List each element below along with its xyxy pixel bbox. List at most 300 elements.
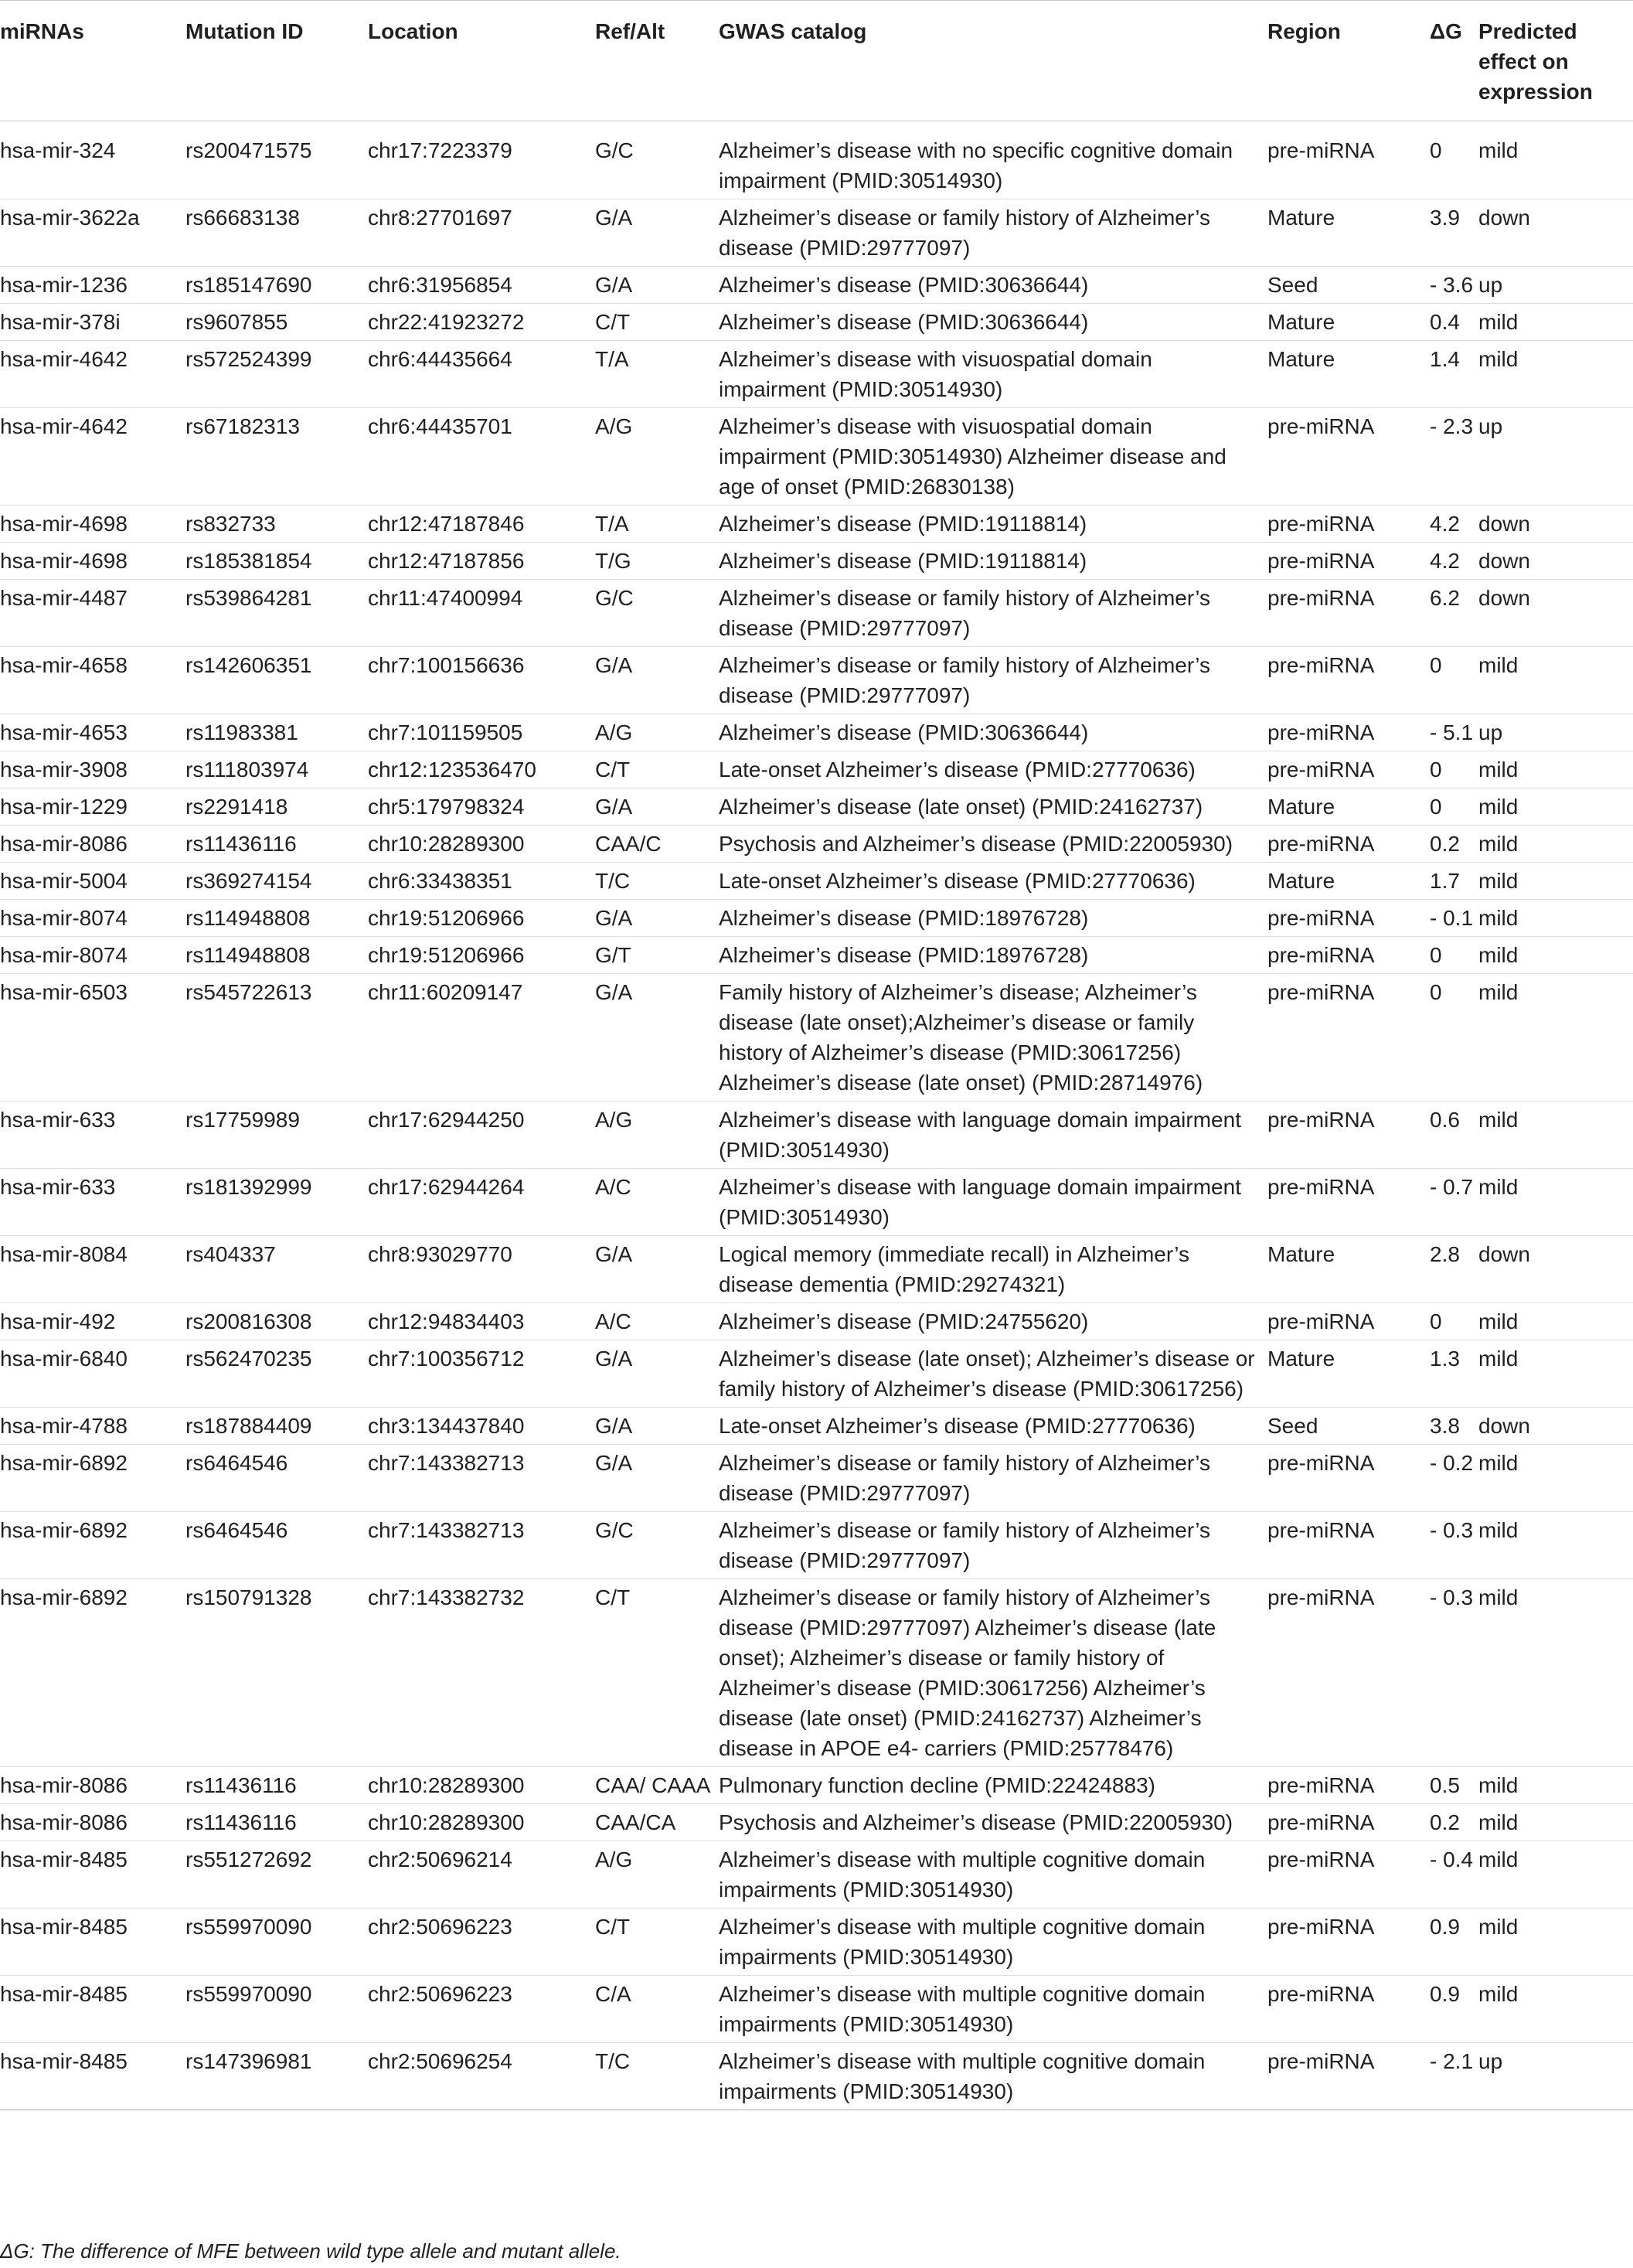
cell-gwas-catalog: Pulmonary function decline (PMID:22424883) bbox=[719, 1767, 1267, 1804]
cell-mutation-id: rs559970090 bbox=[185, 1976, 368, 2043]
cell-predicted-effect: mild bbox=[1478, 1512, 1633, 1579]
cell-region: pre-miRNA bbox=[1267, 1909, 1430, 1976]
cell-location: chr12:94834403 bbox=[368, 1303, 595, 1340]
cell-mirna: hsa-mir-4642 bbox=[0, 341, 185, 408]
cell-gwas-catalog: Alzheimer’s disease (PMID:30636644) bbox=[719, 304, 1267, 341]
cell-location: chr8:93029770 bbox=[368, 1236, 595, 1303]
cell-mutation-id: rs142606351 bbox=[185, 647, 368, 714]
cell-location: chr17:62944250 bbox=[368, 1102, 595, 1169]
cell-location: chr7:143382713 bbox=[368, 1445, 595, 1512]
cell-predicted-effect: down bbox=[1478, 580, 1633, 647]
cell-gwas-catalog: Family history of Alzheimer’s disease; Alzheimer’s disease (late onset);Alzheimer’s disease or family history of Alzheimer’s disease (PMID:30617256) Alzheimer’s disease (late onset) (PMID:28714976) bbox=[719, 974, 1267, 1102]
cell-region: Seed bbox=[1267, 267, 1430, 304]
table-row bbox=[0, 543, 1633, 580]
cell-location: chr12:47187846 bbox=[368, 506, 595, 543]
cell-predicted-effect: down bbox=[1478, 1408, 1633, 1445]
cell-gwas-catalog: Alzheimer’s disease (PMID:30636644) bbox=[719, 714, 1267, 751]
cell-delta-g: 0.9 bbox=[1430, 1976, 1478, 2043]
header-region: Region bbox=[1267, 1, 1430, 121]
cell-location: chr10:28289300 bbox=[368, 1767, 595, 1804]
cell-delta-g: 0 bbox=[1430, 937, 1478, 974]
cell-region: Mature bbox=[1267, 788, 1430, 826]
cell-delta-g: 0 bbox=[1430, 1303, 1478, 1340]
cell-mirna: hsa-mir-1236 bbox=[0, 267, 185, 304]
cell-ref-alt: C/A bbox=[595, 1976, 719, 2043]
cell-delta-g: 0.4 bbox=[1430, 304, 1478, 341]
cell-predicted-effect: down bbox=[1478, 1236, 1633, 1303]
cell-gwas-catalog: Alzheimer’s disease with language domain impairment (PMID:30514930) bbox=[719, 1102, 1267, 1169]
cell-predicted-effect: mild bbox=[1478, 1169, 1633, 1236]
cell-delta-g: 0.6 bbox=[1430, 1102, 1478, 1169]
cell-predicted-effect: mild bbox=[1478, 1976, 1633, 2043]
cell-ref-alt: G/A bbox=[595, 1236, 719, 1303]
table-row bbox=[0, 1767, 1633, 1804]
cell-mutation-id: rs11436116 bbox=[185, 826, 368, 863]
cell-location: chr10:28289300 bbox=[368, 826, 595, 863]
cell-mutation-id: rs111803974 bbox=[185, 751, 368, 788]
cell-mutation-id: rs6464546 bbox=[185, 1445, 368, 1512]
cell-delta-g: 1.4 bbox=[1430, 341, 1478, 408]
cell-predicted-effect: up bbox=[1478, 408, 1633, 506]
cell-mutation-id: rs66683138 bbox=[185, 199, 368, 267]
cell-gwas-catalog: Alzheimer’s disease with multiple cognitive domain impairments (PMID:30514930) bbox=[719, 1909, 1267, 1976]
cell-mutation-id: rs187884409 bbox=[185, 1408, 368, 1445]
header-predicted-effect: Predicted effect on expression bbox=[1478, 1, 1633, 121]
cell-ref-alt: T/A bbox=[595, 341, 719, 408]
cell-ref-alt: G/C bbox=[595, 1512, 719, 1579]
cell-mirna: hsa-mir-324 bbox=[0, 121, 185, 199]
cell-region: pre-miRNA bbox=[1267, 937, 1430, 974]
table-footnote: ΔG: The difference of MFE between wild type allele and mutant allele. bbox=[0, 2239, 621, 2263]
table-row bbox=[0, 341, 1633, 408]
cell-delta-g: - 0.3 bbox=[1430, 1512, 1478, 1579]
cell-mirna: hsa-mir-1229 bbox=[0, 788, 185, 826]
cell-mirna: hsa-mir-6892 bbox=[0, 1512, 185, 1579]
cell-ref-alt: A/G bbox=[595, 1102, 719, 1169]
cell-region: Mature bbox=[1267, 1236, 1430, 1303]
cell-delta-g: - 5.1 bbox=[1430, 714, 1478, 751]
cell-location: chr7:143382732 bbox=[368, 1579, 595, 1767]
cell-predicted-effect: mild bbox=[1478, 1102, 1633, 1169]
cell-delta-g: 1.3 bbox=[1430, 1340, 1478, 1408]
header-ref-alt: Ref/Alt bbox=[595, 1, 719, 121]
cell-mirna: hsa-mir-633 bbox=[0, 1169, 185, 1236]
cell-mirna: hsa-mir-4653 bbox=[0, 714, 185, 751]
cell-location: chr2:50696223 bbox=[368, 1909, 595, 1976]
cell-ref-alt: G/C bbox=[595, 580, 719, 647]
cell-mutation-id: rs11436116 bbox=[185, 1804, 368, 1841]
cell-gwas-catalog: Alzheimer’s disease (PMID:19118814) bbox=[719, 543, 1267, 580]
cell-delta-g: 4.2 bbox=[1430, 543, 1478, 580]
table-row bbox=[0, 714, 1633, 751]
cell-location: chr17:62944264 bbox=[368, 1169, 595, 1236]
cell-mirna: hsa-mir-8485 bbox=[0, 1976, 185, 2043]
cell-delta-g: - 0.7 bbox=[1430, 1169, 1478, 1236]
table-row bbox=[0, 1408, 1633, 1445]
cell-predicted-effect: down bbox=[1478, 543, 1633, 580]
cell-location: chr7:143382713 bbox=[368, 1512, 595, 1579]
cell-mirna: hsa-mir-4487 bbox=[0, 580, 185, 647]
table-row bbox=[0, 267, 1633, 304]
cell-ref-alt: A/G bbox=[595, 408, 719, 506]
table-row bbox=[0, 1340, 1633, 1408]
cell-ref-alt: C/T bbox=[595, 1579, 719, 1767]
cell-delta-g: 0.2 bbox=[1430, 826, 1478, 863]
cell-gwas-catalog: Alzheimer’s disease (late onset); Alzheimer’s disease or family history of Alzheimer’s disease (PMID:30617256) bbox=[719, 1340, 1267, 1408]
cell-mutation-id: rs572524399 bbox=[185, 341, 368, 408]
cell-delta-g: 6.2 bbox=[1430, 580, 1478, 647]
cell-mutation-id: rs200816308 bbox=[185, 1303, 368, 1340]
cell-mirna: hsa-mir-4698 bbox=[0, 543, 185, 580]
cell-ref-alt: T/A bbox=[595, 506, 719, 543]
table-row bbox=[0, 1841, 1633, 1909]
cell-mirna: hsa-mir-4788 bbox=[0, 1408, 185, 1445]
cell-ref-alt: CAA/CA bbox=[595, 1804, 719, 1841]
table-row bbox=[0, 751, 1633, 788]
cell-mirna: hsa-mir-6892 bbox=[0, 1579, 185, 1767]
table-row bbox=[0, 580, 1633, 647]
cell-mirna: hsa-mir-8485 bbox=[0, 1841, 185, 1909]
cell-delta-g: - 3.6 bbox=[1430, 267, 1478, 304]
cell-predicted-effect: mild bbox=[1478, 1579, 1633, 1767]
cell-gwas-catalog: Alzheimer’s disease or family history of Alzheimer’s disease (PMID:29777097) bbox=[719, 1445, 1267, 1512]
cell-mirna: hsa-mir-8485 bbox=[0, 1909, 185, 1976]
table-row bbox=[0, 408, 1633, 506]
cell-region: pre-miRNA bbox=[1267, 1445, 1430, 1512]
cell-region: pre-miRNA bbox=[1267, 1512, 1430, 1579]
cell-mutation-id: rs185147690 bbox=[185, 267, 368, 304]
cell-region: pre-miRNA bbox=[1267, 408, 1430, 506]
cell-predicted-effect: mild bbox=[1478, 121, 1633, 199]
cell-region: pre-miRNA bbox=[1267, 1579, 1430, 1767]
cell-region: pre-miRNA bbox=[1267, 826, 1430, 863]
cell-ref-alt: T/G bbox=[595, 543, 719, 580]
cell-region: pre-miRNA bbox=[1267, 1804, 1430, 1841]
cell-region: Mature bbox=[1267, 341, 1430, 408]
header-location: Location bbox=[368, 1, 595, 121]
cell-predicted-effect: up bbox=[1478, 2043, 1633, 2110]
cell-mirna: hsa-mir-8485 bbox=[0, 2043, 185, 2110]
cell-mutation-id: rs114948808 bbox=[185, 900, 368, 937]
cell-gwas-catalog: Alzheimer’s disease or family history of Alzheimer’s disease (PMID:29777097) Alzheimer’s disease (late onset); Alzheimer’s disease or family history of Alzheimer’s disease (PMID:30617256) Alzheimer’s disease (late onset) (PMID:24162737) Alzheimer’s disease in APOE e4- carriers (PMID:25778476) bbox=[719, 1579, 1267, 1767]
table-row bbox=[0, 1909, 1633, 1976]
cell-ref-alt: G/T bbox=[595, 937, 719, 974]
cell-ref-alt: CAA/ CAAA bbox=[595, 1767, 719, 1804]
cell-gwas-catalog: Alzheimer’s disease (PMID:24755620) bbox=[719, 1303, 1267, 1340]
cell-region: pre-miRNA bbox=[1267, 1102, 1430, 1169]
cell-location: chr2:50696214 bbox=[368, 1841, 595, 1909]
cell-location: chr2:50696254 bbox=[368, 2043, 595, 2110]
cell-delta-g: 0 bbox=[1430, 974, 1478, 1102]
cell-mutation-id: rs2291418 bbox=[185, 788, 368, 826]
cell-mirna: hsa-mir-6503 bbox=[0, 974, 185, 1102]
cell-mirna: hsa-mir-8074 bbox=[0, 937, 185, 974]
cell-delta-g: - 0.3 bbox=[1430, 1579, 1478, 1767]
cell-ref-alt: A/C bbox=[595, 1169, 719, 1236]
cell-location: chr22:41923272 bbox=[368, 304, 595, 341]
table-row bbox=[0, 1102, 1633, 1169]
cell-region: pre-miRNA bbox=[1267, 751, 1430, 788]
cell-location: chr2:50696223 bbox=[368, 1976, 595, 2043]
cell-mutation-id: rs539864281 bbox=[185, 580, 368, 647]
cell-ref-alt: G/A bbox=[595, 1340, 719, 1408]
cell-ref-alt: C/T bbox=[595, 751, 719, 788]
cell-mutation-id: rs369274154 bbox=[185, 863, 368, 900]
cell-mirna: hsa-mir-8086 bbox=[0, 1767, 185, 1804]
table-row bbox=[0, 1445, 1633, 1512]
cell-region: pre-miRNA bbox=[1267, 1976, 1430, 2043]
header-gwas-catalog: GWAS catalog bbox=[719, 1, 1267, 121]
cell-region: Seed bbox=[1267, 1408, 1430, 1445]
cell-gwas-catalog: Alzheimer’s disease (PMID:19118814) bbox=[719, 506, 1267, 543]
cell-region: pre-miRNA bbox=[1267, 121, 1430, 199]
cell-predicted-effect: up bbox=[1478, 267, 1633, 304]
cell-location: chr8:27701697 bbox=[368, 199, 595, 267]
cell-mutation-id: rs6464546 bbox=[185, 1512, 368, 1579]
cell-gwas-catalog: Alzheimer’s disease or family history of Alzheimer’s disease (PMID:29777097) bbox=[719, 199, 1267, 267]
cell-location: chr19:51206966 bbox=[368, 900, 595, 937]
cell-ref-alt: T/C bbox=[595, 863, 719, 900]
cell-mirna: hsa-mir-5004 bbox=[0, 863, 185, 900]
cell-region: pre-miRNA bbox=[1267, 1169, 1430, 1236]
cell-ref-alt: G/A bbox=[595, 1408, 719, 1445]
cell-location: chr7:100356712 bbox=[368, 1340, 595, 1408]
cell-region: pre-miRNA bbox=[1267, 2043, 1430, 2110]
cell-mirna: hsa-mir-8086 bbox=[0, 826, 185, 863]
cell-gwas-catalog: Psychosis and Alzheimer’s disease (PMID:22005930) bbox=[719, 826, 1267, 863]
cell-mutation-id: rs17759989 bbox=[185, 1102, 368, 1169]
cell-mirna: hsa-mir-8086 bbox=[0, 1804, 185, 1841]
cell-predicted-effect: mild bbox=[1478, 1804, 1633, 1841]
cell-mutation-id: rs832733 bbox=[185, 506, 368, 543]
cell-region: pre-miRNA bbox=[1267, 1767, 1430, 1804]
table-row bbox=[0, 1303, 1633, 1340]
cell-location: chr7:101159505 bbox=[368, 714, 595, 751]
cell-gwas-catalog: Alzheimer’s disease (PMID:18976728) bbox=[719, 900, 1267, 937]
cell-region: pre-miRNA bbox=[1267, 1303, 1430, 1340]
cell-gwas-catalog: Alzheimer’s disease with visuospatial domain impairment (PMID:30514930) bbox=[719, 341, 1267, 408]
cell-region: pre-miRNA bbox=[1267, 900, 1430, 937]
cell-gwas-catalog: Alzheimer’s disease or family history of Alzheimer’s disease (PMID:29777097) bbox=[719, 647, 1267, 714]
cell-predicted-effect: mild bbox=[1478, 1445, 1633, 1512]
cell-predicted-effect: mild bbox=[1478, 900, 1633, 937]
cell-delta-g: 3.9 bbox=[1430, 199, 1478, 267]
cell-location: chr6:33438351 bbox=[368, 863, 595, 900]
cell-ref-alt: G/A bbox=[595, 267, 719, 304]
cell-location: chr12:123536470 bbox=[368, 751, 595, 788]
cell-ref-alt: T/C bbox=[595, 2043, 719, 2110]
table-row bbox=[0, 1976, 1633, 2043]
table-row bbox=[0, 1169, 1633, 1236]
cell-location: chr6:31956854 bbox=[368, 267, 595, 304]
cell-mirna: hsa-mir-633 bbox=[0, 1102, 185, 1169]
cell-mirna: hsa-mir-6892 bbox=[0, 1445, 185, 1512]
cell-ref-alt: G/C bbox=[595, 121, 719, 199]
cell-location: chr7:100156636 bbox=[368, 647, 595, 714]
cell-ref-alt: G/A bbox=[595, 647, 719, 714]
table-row bbox=[0, 1579, 1633, 1767]
cell-gwas-catalog: Alzheimer’s disease with no specific cognitive domain impairment (PMID:30514930) bbox=[719, 121, 1267, 199]
cell-location: chr10:28289300 bbox=[368, 1804, 595, 1841]
cell-location: chr6:44435701 bbox=[368, 408, 595, 506]
cell-gwas-catalog: Alzheimer’s disease (late onset) (PMID:24162737) bbox=[719, 788, 1267, 826]
table-row bbox=[0, 647, 1633, 714]
cell-predicted-effect: mild bbox=[1478, 937, 1633, 974]
cell-location: chr11:60209147 bbox=[368, 974, 595, 1102]
cell-location: chr3:134437840 bbox=[368, 1408, 595, 1445]
cell-mutation-id: rs147396981 bbox=[185, 2043, 368, 2110]
table-row bbox=[0, 2043, 1633, 2110]
cell-mutation-id: rs562470235 bbox=[185, 1340, 368, 1408]
cell-mirna: hsa-mir-378i bbox=[0, 304, 185, 341]
cell-region: Mature bbox=[1267, 863, 1430, 900]
cell-region: pre-miRNA bbox=[1267, 506, 1430, 543]
cell-gwas-catalog: Alzheimer’s disease with multiple cognitive domain impairments (PMID:30514930) bbox=[719, 1976, 1267, 2043]
cell-predicted-effect: mild bbox=[1478, 647, 1633, 714]
cell-mutation-id: rs114948808 bbox=[185, 937, 368, 974]
cell-delta-g: 2.8 bbox=[1430, 1236, 1478, 1303]
cell-location: chr17:7223379 bbox=[368, 121, 595, 199]
cell-mutation-id: rs67182313 bbox=[185, 408, 368, 506]
cell-ref-alt: CAA/C bbox=[595, 826, 719, 863]
cell-region: Mature bbox=[1267, 199, 1430, 267]
cell-predicted-effect: up bbox=[1478, 714, 1633, 751]
cell-region: Mature bbox=[1267, 1340, 1430, 1408]
header-mutation-id: Mutation ID bbox=[185, 1, 368, 121]
cell-predicted-effect: mild bbox=[1478, 1303, 1633, 1340]
table-row bbox=[0, 863, 1633, 900]
table-row bbox=[0, 121, 1633, 199]
header-delta-g: ΔG bbox=[1430, 1, 1478, 121]
cell-mirna: hsa-mir-6840 bbox=[0, 1340, 185, 1408]
cell-mutation-id: rs11436116 bbox=[185, 1767, 368, 1804]
cell-mirna: hsa-mir-4658 bbox=[0, 647, 185, 714]
cell-region: pre-miRNA bbox=[1267, 714, 1430, 751]
cell-gwas-catalog: Alzheimer’s disease with multiple cognitive domain impairments (PMID:30514930) bbox=[719, 2043, 1267, 2110]
cell-gwas-catalog: Alzheimer’s disease with language domain impairment (PMID:30514930) bbox=[719, 1169, 1267, 1236]
cell-mutation-id: rs150791328 bbox=[185, 1579, 368, 1767]
cell-delta-g: 3.8 bbox=[1430, 1408, 1478, 1445]
cell-ref-alt: G/A bbox=[595, 788, 719, 826]
table-row bbox=[0, 937, 1633, 974]
cell-mutation-id: rs404337 bbox=[185, 1236, 368, 1303]
cell-gwas-catalog: Alzheimer’s disease (PMID:18976728) bbox=[719, 937, 1267, 974]
cell-mutation-id: rs185381854 bbox=[185, 543, 368, 580]
cell-mutation-id: rs181392999 bbox=[185, 1169, 368, 1236]
cell-delta-g: - 0.1 bbox=[1430, 900, 1478, 937]
cell-predicted-effect: down bbox=[1478, 506, 1633, 543]
cell-delta-g: 4.2 bbox=[1430, 506, 1478, 543]
table-row bbox=[0, 506, 1633, 543]
table-row bbox=[0, 826, 1633, 863]
cell-delta-g: 0.5 bbox=[1430, 1767, 1478, 1804]
cell-delta-g: - 2.1 bbox=[1430, 2043, 1478, 2110]
cell-predicted-effect: mild bbox=[1478, 341, 1633, 408]
cell-mutation-id: rs11983381 bbox=[185, 714, 368, 751]
cell-predicted-effect: mild bbox=[1478, 788, 1633, 826]
cell-predicted-effect: mild bbox=[1478, 1909, 1633, 1976]
cell-ref-alt: C/T bbox=[595, 304, 719, 341]
cell-mutation-id: rs559970090 bbox=[185, 1909, 368, 1976]
cell-delta-g: 0 bbox=[1430, 647, 1478, 714]
cell-mirna: hsa-mir-8084 bbox=[0, 1236, 185, 1303]
cell-region: Mature bbox=[1267, 304, 1430, 341]
cell-predicted-effect: mild bbox=[1478, 826, 1633, 863]
table-header bbox=[0, 1, 1633, 121]
cell-mirna: hsa-mir-4642 bbox=[0, 408, 185, 506]
cell-delta-g: - 0.4 bbox=[1430, 1841, 1478, 1909]
cell-delta-g: 0 bbox=[1430, 121, 1478, 199]
table-row bbox=[0, 788, 1633, 826]
cell-gwas-catalog: Psychosis and Alzheimer’s disease (PMID:22005930) bbox=[719, 1804, 1267, 1841]
cell-region: pre-miRNA bbox=[1267, 543, 1430, 580]
cell-predicted-effect: down bbox=[1478, 199, 1633, 267]
cell-mirna: hsa-mir-3622a bbox=[0, 199, 185, 267]
table-row bbox=[0, 974, 1633, 1102]
cell-gwas-catalog: Logical memory (immediate recall) in Alzheimer’s disease dementia (PMID:29274321) bbox=[719, 1236, 1267, 1303]
cell-ref-alt: G/A bbox=[595, 1445, 719, 1512]
cell-ref-alt: G/A bbox=[595, 974, 719, 1102]
table-row bbox=[0, 1512, 1633, 1579]
cell-region: pre-miRNA bbox=[1267, 1841, 1430, 1909]
cell-predicted-effect: mild bbox=[1478, 304, 1633, 341]
cell-location: chr6:44435664 bbox=[368, 341, 595, 408]
cell-predicted-effect: mild bbox=[1478, 1841, 1633, 1909]
cell-location: chr19:51206966 bbox=[368, 937, 595, 974]
cell-predicted-effect: mild bbox=[1478, 1340, 1633, 1408]
cell-region: pre-miRNA bbox=[1267, 974, 1430, 1102]
cell-gwas-catalog: Late-onset Alzheimer’s disease (PMID:27770636) bbox=[719, 1408, 1267, 1445]
cell-delta-g: 1.7 bbox=[1430, 863, 1478, 900]
table-body bbox=[0, 121, 1633, 2110]
table-row bbox=[0, 304, 1633, 341]
cell-mutation-id: rs545722613 bbox=[185, 974, 368, 1102]
cell-predicted-effect: mild bbox=[1478, 1767, 1633, 1804]
cell-gwas-catalog: Late-onset Alzheimer’s disease (PMID:27770636) bbox=[719, 751, 1267, 788]
cell-region: pre-miRNA bbox=[1267, 647, 1430, 714]
cell-mirna: hsa-mir-3908 bbox=[0, 751, 185, 788]
cell-gwas-catalog: Alzheimer’s disease or family history of Alzheimer’s disease (PMID:29777097) bbox=[719, 1512, 1267, 1579]
cell-gwas-catalog: Alzheimer’s disease with visuospatial domain impairment (PMID:30514930) Alzheimer disease and age of onset (PMID:26830138) bbox=[719, 408, 1267, 506]
cell-predicted-effect: mild bbox=[1478, 974, 1633, 1102]
cell-ref-alt: A/G bbox=[595, 1841, 719, 1909]
cell-region: pre-miRNA bbox=[1267, 580, 1430, 647]
cell-location: chr12:47187856 bbox=[368, 543, 595, 580]
cell-gwas-catalog: Late-onset Alzheimer’s disease (PMID:27770636) bbox=[719, 863, 1267, 900]
cell-mirna: hsa-mir-492 bbox=[0, 1303, 185, 1340]
cell-mutation-id: rs9607855 bbox=[185, 304, 368, 341]
cell-location: chr11:47400994 bbox=[368, 580, 595, 647]
cell-gwas-catalog: Alzheimer’s disease with multiple cognitive domain impairments (PMID:30514930) bbox=[719, 1841, 1267, 1909]
cell-ref-alt: G/A bbox=[595, 199, 719, 267]
header-row bbox=[0, 1, 1633, 121]
cell-gwas-catalog: Alzheimer’s disease (PMID:30636644) bbox=[719, 267, 1267, 304]
cell-ref-alt: A/C bbox=[595, 1303, 719, 1340]
cell-ref-alt: A/G bbox=[595, 714, 719, 751]
header-mirna: miRNAs bbox=[0, 1, 185, 121]
table-row bbox=[0, 900, 1633, 937]
table-row bbox=[0, 1236, 1633, 1303]
cell-mutation-id: rs551272692 bbox=[185, 1841, 368, 1909]
table-row bbox=[0, 1804, 1633, 1841]
cell-delta-g: 0.2 bbox=[1430, 1804, 1478, 1841]
cell-delta-g: 0.9 bbox=[1430, 1909, 1478, 1976]
cell-gwas-catalog: Alzheimer’s disease or family history of Alzheimer’s disease (PMID:29777097) bbox=[719, 580, 1267, 647]
cell-delta-g: - 2.3 bbox=[1430, 408, 1478, 506]
cell-ref-alt: G/A bbox=[595, 900, 719, 937]
cell-delta-g: 0 bbox=[1430, 751, 1478, 788]
cell-delta-g: - 0.2 bbox=[1430, 1445, 1478, 1512]
